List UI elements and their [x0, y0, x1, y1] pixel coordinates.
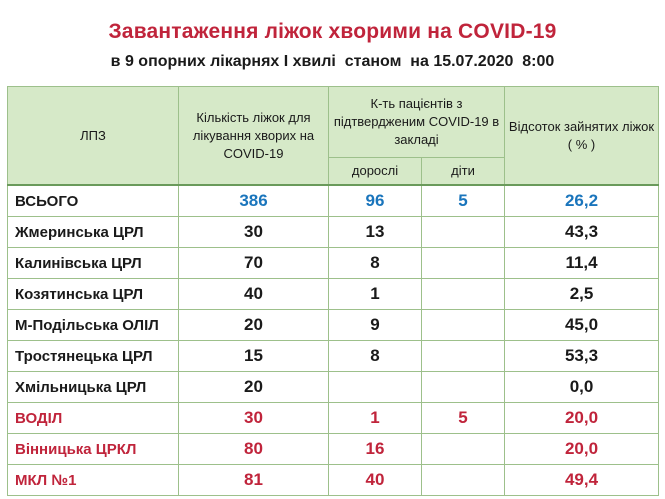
bed-occupancy-table [7, 86, 659, 496]
cell-percent: 53,3 [505, 341, 659, 372]
cell-adults: 8 [329, 341, 422, 372]
col-header-lpz: ЛПЗ [8, 87, 179, 186]
cell-name: Калинівська ЦРЛ [8, 248, 179, 279]
cell-percent: 49,4 [505, 465, 659, 496]
cell-percent: 45,0 [505, 310, 659, 341]
table-row [8, 434, 659, 465]
cell-name: Тростянецька ЦРЛ [8, 341, 179, 372]
cell-name: МКЛ №1 [8, 465, 179, 496]
table-row [8, 403, 659, 434]
page-title: Завантаження ліжок хворими на COVID-19 [108, 20, 557, 43]
cell-adults: 16 [329, 434, 422, 465]
cell-name: Вінницька ЦРКЛ [8, 434, 179, 465]
col-header-percent: Відсоток зайнятих ліжок ( % ) [505, 87, 659, 186]
col-header-adults: дорослі [329, 158, 422, 186]
cell-adults: 96 [329, 185, 422, 217]
col-header-children: діти [422, 158, 505, 186]
table-row [8, 185, 659, 217]
cell-children [422, 434, 505, 465]
cell-adults: 1 [329, 279, 422, 310]
col-header-patients: К-ть пацієнтів з підтвердженим COVID-19 в закладі [329, 87, 505, 158]
cell-adults: 8 [329, 248, 422, 279]
cell-percent: 20,0 [505, 403, 659, 434]
cell-percent: 20,0 [505, 434, 659, 465]
cell-children [422, 465, 505, 496]
cell-beds: 15 [179, 341, 329, 372]
cell-beds: 40 [179, 279, 329, 310]
table-row [8, 372, 659, 403]
cell-children: 5 [422, 403, 505, 434]
cell-percent: 26,2 [505, 185, 659, 217]
cell-beds: 20 [179, 310, 329, 341]
cell-percent: 0,0 [505, 372, 659, 403]
table-row [8, 248, 659, 279]
cell-name: ВОДІЛ [8, 403, 179, 434]
page-subtitle: в 9 опорних лікарнях I хвилі станом на 15.07.2020 8:00 [110, 53, 555, 70]
table-row [8, 279, 659, 310]
cell-percent: 11,4 [505, 248, 659, 279]
cell-name: М-Подільська ОЛІЛ [8, 310, 179, 341]
cell-children [422, 310, 505, 341]
table-row [8, 310, 659, 341]
cell-beds: 30 [179, 217, 329, 248]
cell-adults: 1 [329, 403, 422, 434]
cell-children [422, 217, 505, 248]
cell-percent: 43,3 [505, 217, 659, 248]
table-row [8, 217, 659, 248]
cell-beds: 30 [179, 403, 329, 434]
cell-name: Жмеринська ЦРЛ [8, 217, 179, 248]
cell-children [422, 248, 505, 279]
cell-percent: 2,5 [505, 279, 659, 310]
col-header-beds: Кількість ліжок для лікування хворих на COVID-19 [179, 87, 329, 186]
cell-children [422, 341, 505, 372]
cell-name: Козятинська ЦРЛ [8, 279, 179, 310]
cell-beds: 81 [179, 465, 329, 496]
cell-beds: 80 [179, 434, 329, 465]
cell-adults: 13 [329, 217, 422, 248]
cell-adults [329, 372, 422, 403]
cell-beds: 20 [179, 372, 329, 403]
cell-beds: 386 [179, 185, 329, 217]
cell-children: 5 [422, 185, 505, 217]
cell-children [422, 279, 505, 310]
table-row [8, 341, 659, 372]
cell-children [422, 372, 505, 403]
cell-name: Хмільницька ЦРЛ [8, 372, 179, 403]
table-row [8, 465, 659, 496]
cell-beds: 70 [179, 248, 329, 279]
cell-adults: 40 [329, 465, 422, 496]
cell-adults: 9 [329, 310, 422, 341]
cell-name: ВСЬОГО [8, 185, 179, 217]
